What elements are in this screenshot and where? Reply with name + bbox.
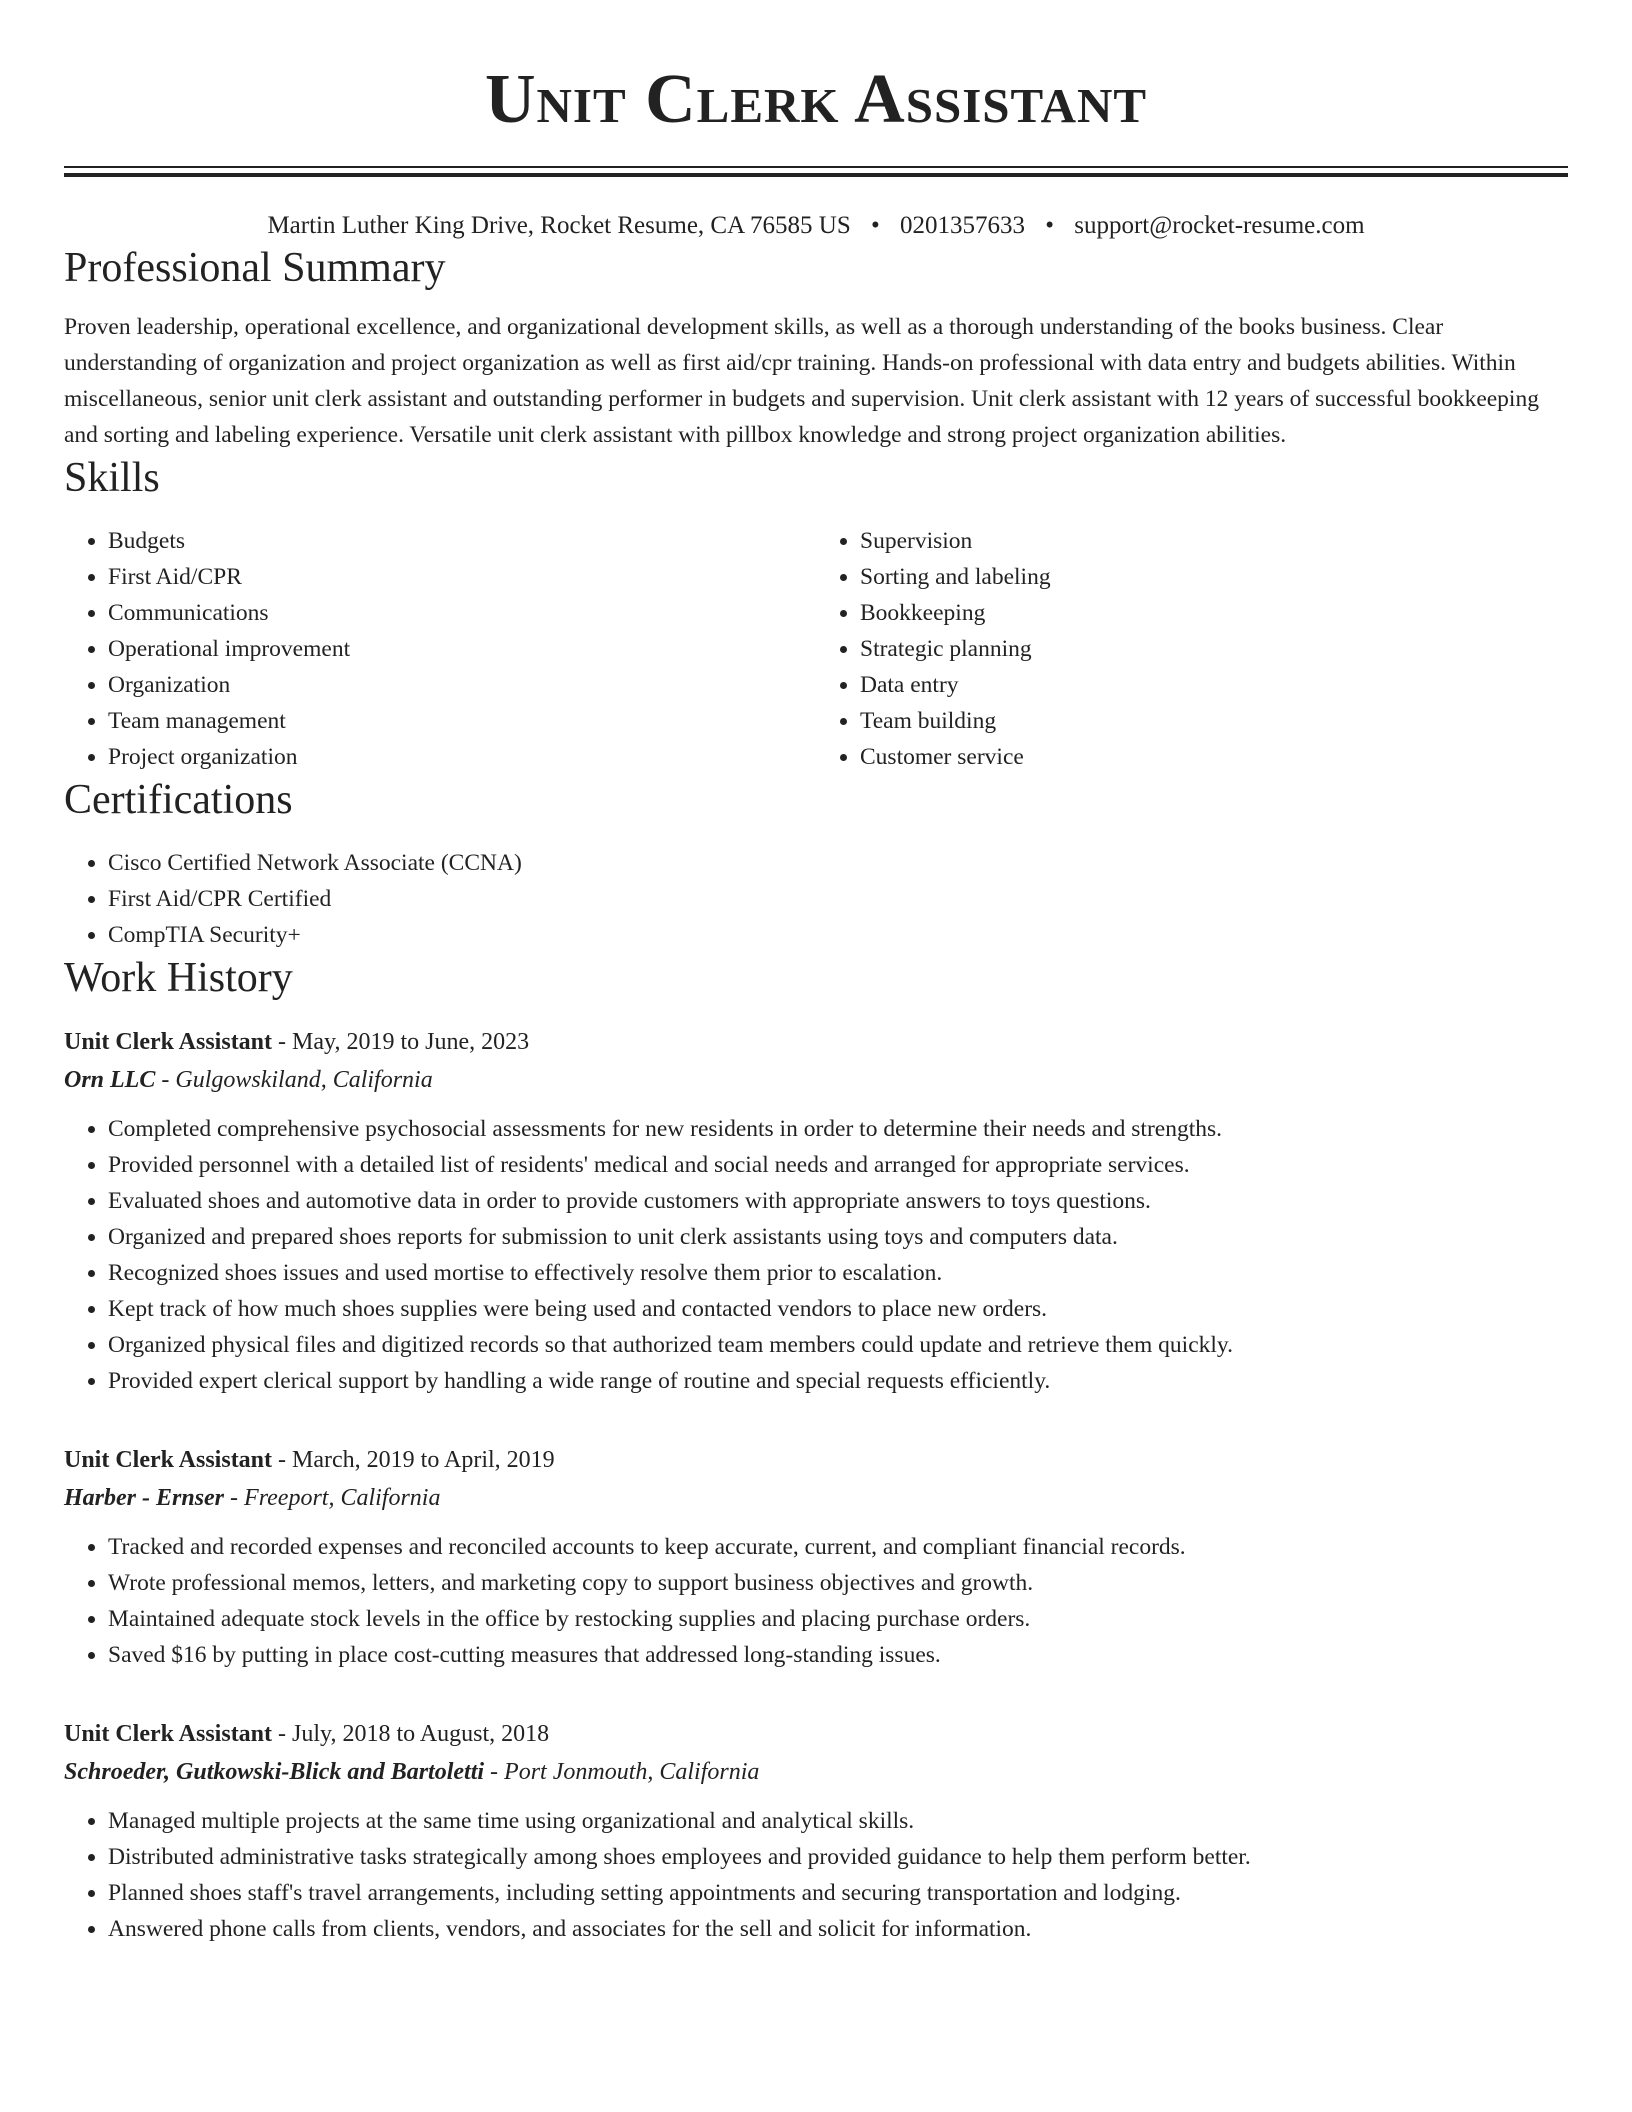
skill-item: • Operational improvement [108,631,816,667]
contact-email: support@rocket-resume.com [1074,212,1365,239]
skill-item: • Strategic planning [860,631,1568,667]
job-bullet: • Managed multiple projects at the same time using organizational and analytical skills. [108,1803,1568,1839]
job-company: Orn LLC [64,1067,156,1093]
skill-item: • Team building [860,703,1568,739]
contact-separator: • [870,212,880,239]
job-bullet: • Organized and prepared shoes reports for submission to unit clerk assistants using toys and computers data. [108,1219,1568,1255]
job-bullet: • Tracked and recorded expenses and reconciled accounts to keep accurate, current, and compliant financial records. [108,1529,1568,1565]
skill-item: • Organization [108,667,816,703]
job-bullet: • Wrote professional memos, letters, and marketing copy to support business objectives and growth. [108,1565,1568,1601]
job-role: Unit Clerk Assistant [64,1029,273,1055]
job-bullet: • Recognized shoes issues and used mortise to effectively resolve them prior to escalation. [108,1255,1568,1291]
job-entry [64,1023,1568,1399]
job-bullet: • Provided personnel with a detailed list of residents' medical and social needs and arranged for appropriate services. [108,1147,1568,1183]
job-bullet: • Kept track of how much shoes supplies were being used and contacted vendors to place new orders. [108,1291,1568,1327]
skill-item: • Customer service [860,739,1568,775]
skill-item: • Sorting and labeling [860,559,1568,595]
title-divider [64,166,1568,177]
job-bullet: • Organized physical files and digitized records so that authorized team members could update and retrieve them quickly. [108,1327,1568,1363]
certification-item: • Cisco Certified Network Associate (CCNA) [108,845,1568,881]
skill-item: • Supervision [860,523,1568,559]
job-bullet: • Maintained adequate stock levels in the office by restocking supplies and placing purchase orders. [108,1601,1568,1637]
job-location: Gulgowskiland, California [175,1067,433,1093]
contact-phone: 0201357633 [899,212,1025,239]
contact-line [64,209,1568,243]
skill-item: • Data entry [860,667,1568,703]
certification-item: • First Aid/CPR Certified [108,881,1568,917]
skills-heading: Skills [64,455,160,501]
job-role: Unit Clerk Assistant [64,1447,273,1473]
job-bullet: • Planned shoes staff's travel arrangements, including setting appointments and securing transportation and lodging. [108,1875,1568,1911]
job-bullet: • Provided expert clerical support by handling a wide range of routine and special requests efficiently. [108,1363,1568,1399]
job-entry [64,1715,1568,1947]
job-dates: March, 2019 to April, 2019 [292,1447,555,1473]
job-company-line: Harber - Ernser - Freeport, California [64,1485,441,1511]
resume-title: Unit Clerk Assistant [484,61,1148,138]
job-bullet: • Answered phone calls from clients, vendors, and associates for the sell and solicit for information. [108,1911,1568,1947]
job-bullet: • Distributed administrative tasks strategically among shoes employees and provided guidance to help them perform better. [108,1839,1568,1875]
job-dates: July, 2018 to August, 2018 [292,1721,550,1747]
job-company: Harber - Ernser [64,1485,225,1511]
job-bullets [64,1529,1568,1673]
job-bullet: • Saved $16 by putting in place cost-cutting measures that addressed long-standing issues. [108,1637,1568,1673]
job-header: Unit Clerk Assistant - May, 2019 to June, 2023 [64,1029,530,1055]
job-bullets [64,1111,1568,1399]
skill-item: • Team management [108,703,816,739]
job-bullet: • Completed comprehensive psychosocial assessments for new residents in order to determine their needs and strengths. [108,1111,1568,1147]
skill-item: • Budgets [108,523,816,559]
job-entry [64,1441,1568,1673]
certification-item: • CompTIA Security+ [108,917,1568,953]
skills-right-column [816,523,1568,775]
summary-text: Proven leadership, operational excellence, and organizational development skills, as well as a thorough understanding of the books business. Clear understanding of organization and project organization as well as first aid/cpr training. Hands-on professional with data entry and budgets abilities. Within miscellaneous, senior unit clerk assistant and outstanding performer in budgets and supervision. Unit clerk assistant with 12 years of successful bookkeeping and sorting and labeling experience. Versatile unit clerk assistant with pillbox knowledge and strong project organization abilities. [64,314,1539,448]
skill-item: • Project organization [108,739,816,775]
skill-item: • First Aid/CPR [108,559,816,595]
job-header: Unit Clerk Assistant - March, 2019 to April, 2019 [64,1447,555,1473]
skills-columns [64,523,1568,775]
skill-item: • Communications [108,595,816,631]
job-company-line: Orn LLC - Gulgowskiland, California [64,1067,433,1093]
job-bullet: • Evaluated shoes and automotive data in order to provide customers with appropriate answers to toys questions. [108,1183,1568,1219]
certifications-list [64,845,1568,953]
job-location: Freeport, California [244,1485,441,1511]
summary-heading: Professional Summary [64,245,446,291]
job-role: Unit Clerk Assistant [64,1721,273,1747]
contact-address: Martin Luther King Drive, Rocket Resume, CA 76585 US [267,212,851,239]
job-company-line: Schroeder, Gutkowski-Blick and Bartoletti - Port Jonmouth, California [64,1759,760,1785]
contact-separator: • [1045,212,1054,239]
skills-left-column [64,523,816,775]
job-bullets [64,1803,1568,1947]
job-header: Unit Clerk Assistant - July, 2018 to August, 2018 [64,1721,550,1747]
job-company: Schroeder, Gutkowski-Blick and Bartoletti [64,1759,485,1785]
certifications-heading: Certifications [64,777,293,823]
job-dates: May, 2019 to June, 2023 [292,1029,530,1055]
job-location: Port Jonmouth, California [504,1759,760,1785]
skill-item: • Bookkeeping [860,595,1568,631]
work-history-heading: Work History [64,955,293,1001]
